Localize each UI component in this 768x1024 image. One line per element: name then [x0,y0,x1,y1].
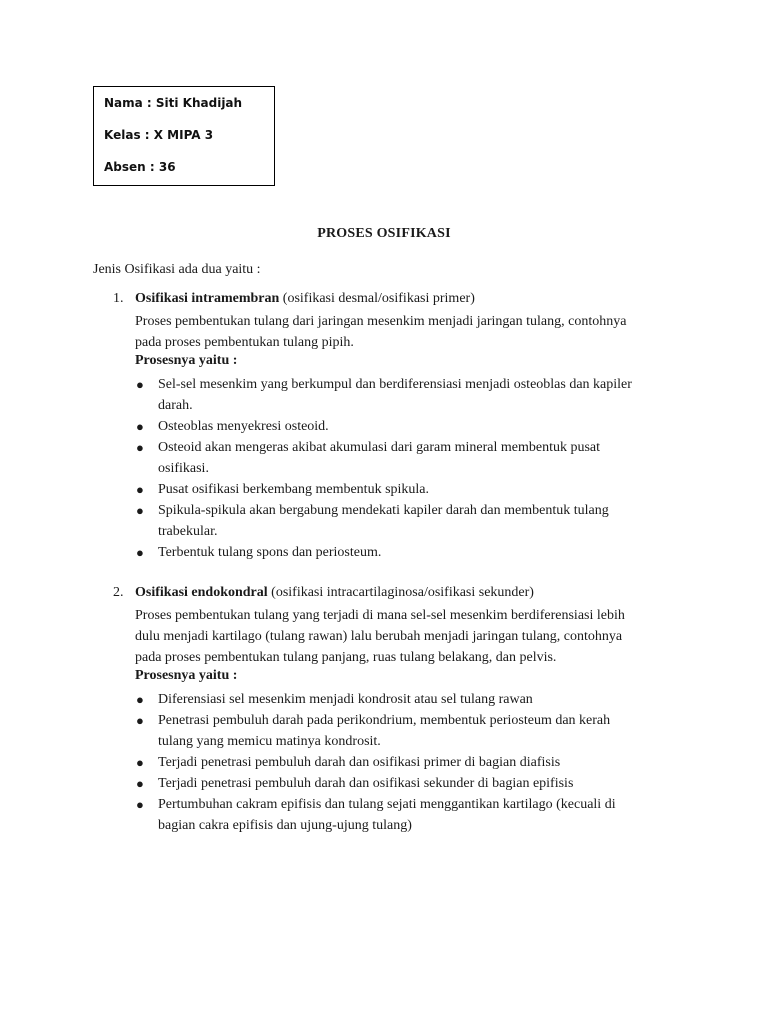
list-item-text: bagian cakra epifisis dan ujung-ujung tulang) [158,818,412,833]
section-number: 2. [113,585,124,600]
section-heading-bold: Osifikasi endokondral [135,585,268,600]
list-item-text: Penetrasi pembuluh darah pada perikondrium, membentuk periosteum dan kerah [158,713,611,728]
list-item-text: Pertumbuhan cakram epifisis dan tulang sejati menggantikan kartilago (kecuali di [158,797,616,812]
section-description [135,605,675,668]
bullet-icon: ● [136,776,144,791]
section-heading [135,585,534,601]
list-item [135,752,675,773]
list-item-text: Spikula-spikula akan bergabung mendekati kapiler darah dan membentuk tulang [158,503,609,518]
list-item [135,479,675,500]
description-line: Proses pembentukan tulang yang terjadi di mana sel-sel mesenkim berdiferensiasi lebih [135,608,625,623]
section-heading [135,291,475,307]
list-item-text: osifikasi. [158,461,209,476]
intro-text: Jenis Osifikasi ada dua yaitu : [93,262,261,277]
list-item [135,542,675,563]
description-line: Proses pembentukan tulang dari jaringan mesenkim menjadi jaringan tulang, contohnya [135,314,627,329]
section-heading-bold: Osifikasi intramembran [135,291,280,306]
list-item-text: Diferensiasi sel mesenkim menjadi kondrosit atau sel tulang rawan [158,692,533,707]
list-item [135,500,675,542]
description-line: pada proses pembentukan tulang pipih. [135,335,354,350]
student-absence-number: Absen : 36 [104,160,176,174]
student-name: Nama : Siti Khadijah [104,96,243,110]
bullet-icon: ● [136,503,144,518]
bullet-icon: ● [136,545,144,560]
process-label: Prosesnya yaitu : [135,668,238,683]
bullet-icon: ● [136,692,144,707]
list-item-text: darah. [158,398,193,413]
list-item [135,374,675,416]
page-title: PROSES OSIFIKASI [317,226,451,241]
list-item [135,437,675,479]
student-class: Kelas : X MIPA 3 [104,128,214,142]
bullet-icon: ● [136,755,144,770]
bullet-icon: ● [136,377,144,392]
process-list [135,374,675,563]
list-item [135,794,675,836]
section-number: 1. [113,291,124,306]
bullet-icon: ● [136,713,144,728]
list-item-text: Pusat osifikasi berkembang membentuk spikula. [158,482,430,497]
list-item-text: Sel-sel mesenkim yang berkumpul dan berdiferensiasi menjadi osteoblas dan kapiler [158,377,632,392]
list-item-text: tulang yang memicu matinya kondrosit. [158,734,381,749]
list-item-text: Osteoid akan mengeras akibat akumulasi dari garam mineral membentuk pusat [158,440,601,455]
list-item-text: trabekular. [158,524,218,539]
list-item-text: Terjadi penetrasi pembuluh darah dan osifikasi sekunder di bagian epifisis [158,776,574,791]
description-line: pada proses pembentukan tulang panjang, ruas tulang belakang, dan pelvis. [135,650,557,665]
list-item [135,689,675,710]
list-item [135,710,675,752]
description-line: dulu menjadi kartilago (tulang rawan) lalu berubah menjadi jaringan tulang, contohnya [135,629,623,644]
bullet-icon: ● [136,440,144,455]
list-item [135,416,675,437]
bullet-icon: ● [136,419,144,434]
list-item-text: Osteoblas menyekresi osteoid. [158,419,329,434]
process-list [135,689,675,836]
process-label: Prosesnya yaitu : [135,353,238,368]
list-item-text: Terbentuk tulang spons dan periosteum. [158,545,382,560]
list-item [135,773,675,794]
list-item-text: Terjadi penetrasi pembuluh darah dan osifikasi primer di bagian diafisis [158,755,561,770]
section-description [135,311,675,353]
student-info-box [93,86,275,186]
section-heading-rest: (osifikasi desmal/osifikasi primer) [279,291,475,306]
bullet-icon: ● [136,482,144,497]
bullet-icon: ● [136,797,144,812]
section-heading-rest: (osifikasi intracartilaginosa/osifikasi sekunder) [267,585,534,600]
